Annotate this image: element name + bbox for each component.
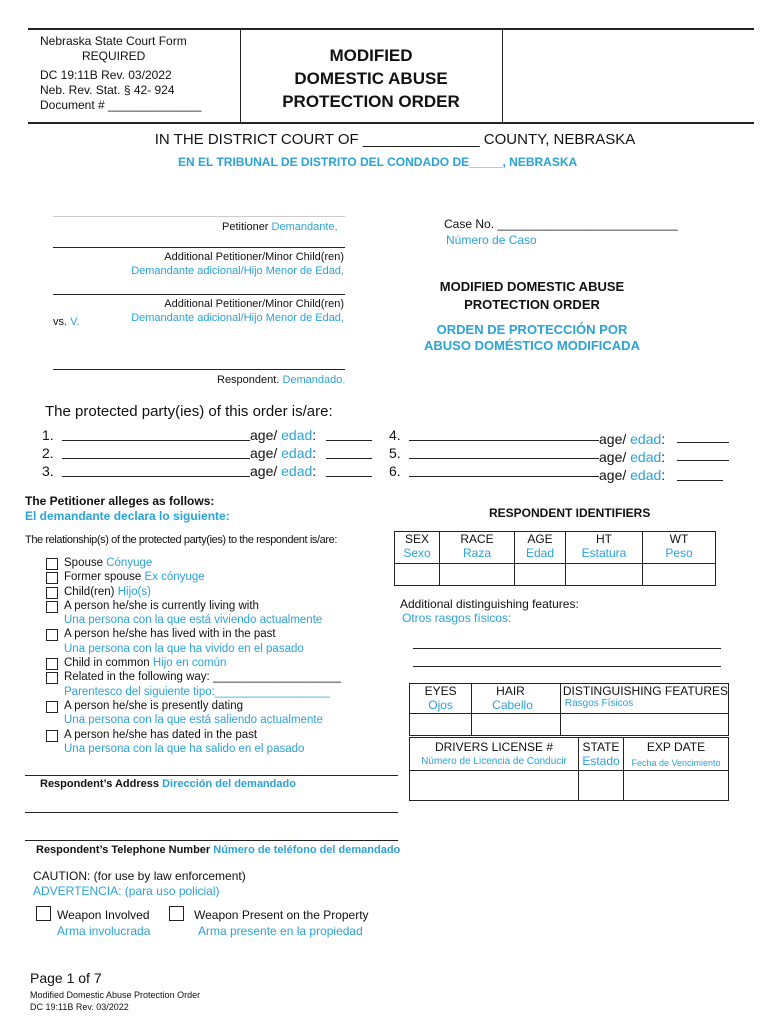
distinguishing-label-es: Otros rasgos físicos: xyxy=(402,611,512,625)
protected-row-3 xyxy=(42,462,317,480)
distinguishing-header: DISTINGUISHING FEATURES Rasgos Físicos xyxy=(560,684,728,714)
children-checkbox[interactable] xyxy=(46,587,58,599)
protected-age-label-5: age/ edad: xyxy=(599,449,666,465)
living-with-checkbox[interactable] xyxy=(46,601,58,613)
protected-row-1 xyxy=(42,426,317,444)
court-line-es: EN EL TRIBUNAL DE DISTRITO DEL CONDADO DE_____, NEBRASKA xyxy=(178,155,578,169)
protected-row-4 xyxy=(389,426,666,447)
additional-petitioner-line-1[interactable] xyxy=(53,247,345,248)
age-header: AGE Edad xyxy=(515,532,566,564)
protected-name-field-2[interactable] xyxy=(62,458,250,459)
address-label: Respondent’s Address Dirección del demandado xyxy=(40,778,296,790)
dating-checkbox[interactable] xyxy=(46,701,58,713)
protected-name-field-6[interactable] xyxy=(409,476,599,477)
case-title-es xyxy=(422,322,642,354)
distinguishing-line-2[interactable] xyxy=(413,666,721,667)
protected-age-label-1: age/ edad: xyxy=(250,427,317,443)
protected-row-5 xyxy=(389,444,666,465)
petitioner-text-es: Demandante, xyxy=(271,221,338,233)
age-cell[interactable] xyxy=(515,564,566,586)
header-title-line2: DOMESTIC ABUSE xyxy=(294,69,448,88)
form-info xyxy=(40,34,201,113)
license-header: DRIVERS LICENSE # Número de Licencia de Conducir xyxy=(410,738,579,771)
protected-list-right xyxy=(389,426,666,483)
identifiers-heading: RESPONDENT IDENTIFIERS xyxy=(489,506,651,520)
protected-age-label-2: age/ edad: xyxy=(250,445,317,461)
state-header: STATE Estado xyxy=(579,738,624,771)
relationship-item-living-with: A person he/she is currently living with Una persona con la que está viviendo actualmente xyxy=(46,599,341,628)
ht-header: HT Estatura xyxy=(566,532,643,564)
case-number-es: Número de Caso xyxy=(446,233,537,247)
protected-age-field-1[interactable] xyxy=(326,440,372,441)
case-title-es-line2: ABUSO DOMÉSTICO MODIFICADA xyxy=(424,338,640,353)
weapon-involved-label: Weapon Involved Arma involucrada xyxy=(57,908,151,938)
child-in-common-checkbox[interactable] xyxy=(46,658,58,670)
protected-num-2: 2. xyxy=(42,445,54,461)
exp-header: EXP DATE Fecha de Vencimiento xyxy=(624,738,729,771)
page-number: Page 1 of 7 xyxy=(30,970,102,986)
hair-cell[interactable] xyxy=(472,714,561,736)
alleges-heading-es: El demandante declara lo siguiente: xyxy=(25,509,230,523)
respondent-line[interactable] xyxy=(53,369,345,370)
protected-row-2 xyxy=(42,444,317,462)
relationship-item-spouse: Spouse Cónyuge xyxy=(46,556,341,570)
respondent-label xyxy=(217,373,345,387)
petitioner-line[interactable] xyxy=(53,216,345,217)
race-header: RACE Raza xyxy=(440,532,515,564)
additional-text-2: Additional Petitioner/Minor Child(ren) xyxy=(164,298,344,310)
eyes-cell[interactable] xyxy=(410,714,472,736)
relationship-item-former-spouse: Former spouse Ex cónyuge xyxy=(46,570,341,584)
additional-text-1: Additional Petitioner/Minor Child(ren) xyxy=(164,251,344,263)
protected-name-field-1[interactable] xyxy=(62,440,250,441)
respondent-text-es: Demandado. xyxy=(282,374,346,386)
protected-num-6: 6. xyxy=(389,463,401,479)
vs-label xyxy=(53,315,80,329)
distinguishing-line-1[interactable] xyxy=(413,648,721,649)
protected-num-5: 5. xyxy=(389,445,401,461)
state-cell[interactable] xyxy=(579,771,624,801)
relationship-item-related: Related in the following way: ____________________ Parentesco del siguiente tipo:__________________ xyxy=(46,670,341,699)
additional-text-1-es: Demandante adicional/Hijo Menor de Edad, xyxy=(131,265,344,277)
relationship-list xyxy=(46,556,341,756)
dated-checkbox[interactable] xyxy=(46,730,58,742)
relationship-item-dating: A person he/she is presently dating Una persona con la que está saliendo actualmente xyxy=(46,699,341,728)
petitioner-label xyxy=(222,220,338,234)
vs-text: vs. xyxy=(53,316,68,328)
race-cell[interactable] xyxy=(440,564,515,586)
footer-form-number: DC 19:11B Rev. 03/2022 xyxy=(30,1002,129,1012)
related-checkbox[interactable] xyxy=(46,672,58,684)
alleges-heading: The Petitioner alleges as follows: xyxy=(25,494,215,508)
relationship-item-dated: A person he/she has dated in the past Una persona con la que ha salido en el pasado xyxy=(46,728,341,757)
form-number: DC 19:11B Rev. 03/2022 xyxy=(40,68,172,82)
protected-list-left xyxy=(42,426,317,480)
header-title-line3: PROTECTION ORDER xyxy=(282,92,460,111)
former-spouse-checkbox[interactable] xyxy=(46,572,58,584)
protected-row-6 xyxy=(389,462,666,483)
license-table xyxy=(409,737,729,801)
address-line-2[interactable] xyxy=(25,840,398,841)
header-divider-right xyxy=(502,28,503,122)
distinguishing-label: Additional distinguishing features: xyxy=(400,597,579,611)
case-title xyxy=(422,278,642,314)
weapon-involved-checkbox[interactable] xyxy=(36,906,51,921)
petitioner-text: Petitioner xyxy=(222,221,269,233)
protected-num-1: 1. xyxy=(42,427,54,443)
wt-header: WT Peso xyxy=(643,532,716,564)
protected-age-field-6[interactable] xyxy=(677,480,723,481)
lived-with-checkbox[interactable] xyxy=(46,629,58,641)
distinguishing-cell[interactable] xyxy=(560,714,728,736)
form-document: Document # ______________ xyxy=(40,98,202,112)
additional-petitioner-line-2[interactable] xyxy=(53,294,345,295)
protected-age-field-2[interactable] xyxy=(326,458,372,459)
relationship-item-lived-with: A person he/she has lived with in the past Una persona con la que ha vivido en el pasado xyxy=(46,627,341,656)
phone-label: Respondent’s Telephone Number Número de teléfono del demandado xyxy=(36,844,401,856)
protected-age-label-4: age/ edad: xyxy=(599,431,666,447)
court-line: IN THE DISTRICT COURT OF ______________ COUNTY, NEBRASKA xyxy=(154,131,636,148)
header-title xyxy=(242,44,500,113)
sex-header: SEX Sexo xyxy=(395,532,440,564)
protected-heading: The protected party(ies) of this order is/are: xyxy=(45,403,333,420)
address-line-1[interactable] xyxy=(25,812,398,813)
additional-text-2-es: Demandante adicional/Hijo Menor de Edad, xyxy=(131,312,344,324)
exp-cell[interactable] xyxy=(624,771,729,801)
weapon-present-checkbox[interactable] xyxy=(169,906,184,921)
protected-num-3: 3. xyxy=(42,463,54,479)
address-top-line xyxy=(25,775,398,776)
protected-name-field-4[interactable] xyxy=(409,440,599,441)
caution-label: CAUTION: (for use by law enforcement) xyxy=(33,869,246,883)
features-table xyxy=(409,683,729,736)
additional-petitioner-label-1 xyxy=(124,250,344,278)
form-state-court: Nebraska State Court Form xyxy=(40,34,187,48)
weapon-present-label: Weapon Present on the Property Arma presente en la propiedad xyxy=(194,908,369,938)
identifiers-table xyxy=(394,531,716,586)
footer-form-name: Modified Domestic Abuse Protection Order xyxy=(30,990,201,1000)
header-title-line1: MODIFIED xyxy=(329,46,413,65)
relationship-item-child-in-common: Child in common Hijo en común xyxy=(46,656,341,670)
relationship-item-children: Child(ren) Hijo(s) xyxy=(46,585,341,599)
caution-label-es: ADVERTENCIA: (para uso policial) xyxy=(33,884,220,898)
protected-age-label-6: age/ edad: xyxy=(599,467,666,483)
protected-name-field-3[interactable] xyxy=(62,476,250,477)
license-cell[interactable] xyxy=(410,771,579,801)
wt-cell[interactable] xyxy=(643,564,716,586)
protected-name-field-5[interactable] xyxy=(409,458,599,459)
eyes-header: EYES Ojos xyxy=(410,684,472,714)
hair-header: HAIR Cabello xyxy=(472,684,561,714)
case-title-line1: MODIFIED DOMESTIC ABUSE xyxy=(439,279,625,294)
form-required: REQUIRED xyxy=(82,49,146,63)
protected-age-field-4[interactable] xyxy=(677,442,729,443)
form-statute: Neb. Rev. Stat. § 42- 924 xyxy=(40,83,175,97)
additional-petitioner-label-2 xyxy=(124,297,344,325)
sex-cell[interactable] xyxy=(395,564,440,586)
protected-age-field-5[interactable] xyxy=(677,460,729,461)
protected-age-label-3: age/ edad: xyxy=(250,463,317,479)
relationship-text: The relationship(s) of the protected party(ies) to the respondent is/are: xyxy=(25,534,337,546)
spouse-checkbox[interactable] xyxy=(46,558,58,570)
vs-text-es: V. xyxy=(70,316,80,328)
protected-age-field-3[interactable] xyxy=(326,476,372,477)
case-title-es-line1: ORDEN DE PROTECCIÓN POR xyxy=(436,322,628,337)
case-number-field[interactable]: Case No. ___________________________ xyxy=(444,217,678,231)
case-title-line2: PROTECTION ORDER xyxy=(464,297,600,312)
ht-cell[interactable] xyxy=(566,564,643,586)
protected-num-4: 4. xyxy=(389,427,401,443)
header-divider-left xyxy=(240,28,241,122)
respondent-text: Respondent. xyxy=(217,374,280,386)
